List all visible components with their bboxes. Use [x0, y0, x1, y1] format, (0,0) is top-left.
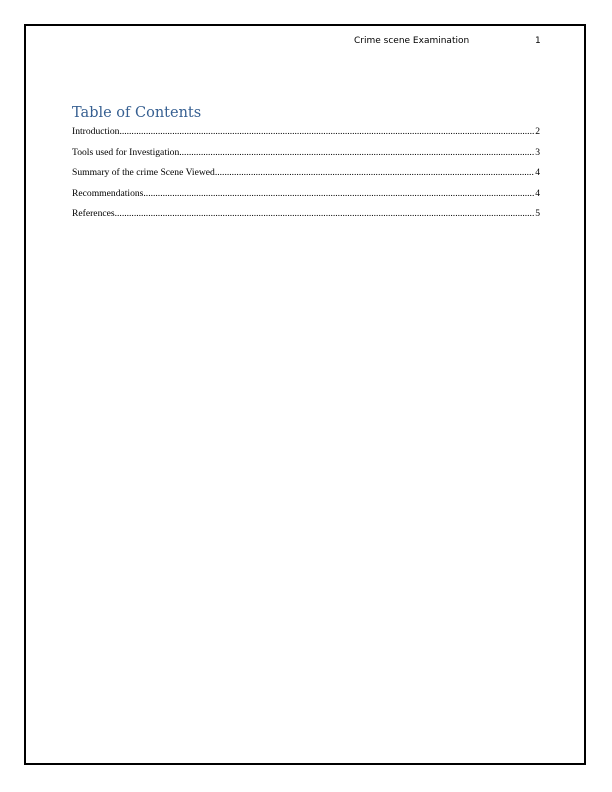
header-page-number: 1	[535, 36, 541, 46]
toc-entry-page: 4	[535, 167, 540, 179]
dot-leader	[119, 126, 534, 137]
toc-entry-label: References	[72, 208, 115, 220]
toc-entry[interactable]	[72, 208, 540, 229]
dot-leader	[215, 167, 534, 178]
dot-leader	[115, 208, 535, 219]
toc-entry[interactable]	[72, 167, 540, 188]
dot-leader	[179, 147, 534, 158]
toc-entry-page: 3	[535, 146, 540, 158]
toc-heading: Table of Contents	[72, 105, 202, 121]
toc-entry[interactable]	[72, 147, 540, 168]
toc-entry-label: Summary of the crime Scene Viewed	[72, 167, 215, 179]
toc-entry-page: 2	[535, 126, 540, 137]
toc-entry-page: 4	[535, 187, 540, 199]
toc-entry-page: 5	[535, 208, 540, 220]
dot-leader	[143, 188, 534, 199]
table-of-contents	[72, 126, 540, 229]
toc-entry-label: Introduction	[72, 126, 120, 137]
toc-entry[interactable]	[72, 188, 540, 209]
running-header-title: Crime scene Examination	[354, 36, 470, 46]
toc-entry[interactable]	[72, 126, 540, 147]
toc-entry-label: Recommendations	[72, 187, 144, 199]
toc-entry-label: Tools used for Investigation	[72, 146, 180, 158]
